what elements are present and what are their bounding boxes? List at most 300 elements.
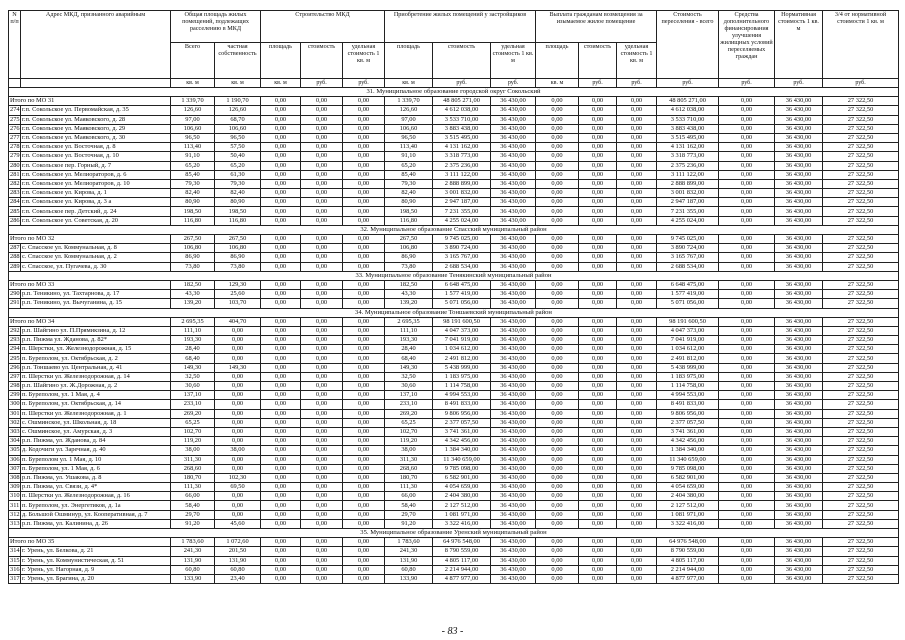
value-cell: 111,10 [171,326,215,335]
value-cell: 0,00 [301,262,343,271]
value-cell: 36 430,00 [775,400,823,409]
row-number: 302 [10,418,20,426]
row-number: 315 [10,556,20,564]
row-number: 316 [10,565,20,573]
value-cell: 0,00 [343,216,385,225]
value-cell: 0,00 [719,216,775,225]
value-cell: 0,00 [579,336,617,345]
value-cell: 36 430,00 [491,299,536,308]
value-cell: 9 806 956,00 [657,409,719,418]
header-pay-group: Выплата гражданам возмещения за изымаемое жилое помещение [536,11,657,43]
value-cell: 0,00 [579,483,617,492]
value-cell: 1 384 340,00 [657,446,719,455]
value-cell: 36 430,00 [491,170,536,179]
row-number: 304 [10,437,20,445]
value-cell: 27 322,50 [823,244,899,253]
value-cell: 0,00 [536,161,579,170]
value-cell: 25,60 [215,290,261,299]
value-cell: 0,00 [719,510,775,519]
value-cell: 180,70 [171,473,215,482]
value-cell: 1 034 612,00 [433,345,491,354]
value-cell: 0,00 [617,409,657,418]
value-cell: 27 322,50 [823,216,899,225]
table-row [9,391,899,400]
value-cell: 36 430,00 [775,556,823,565]
total-label: Итого по МО 35 [9,538,171,547]
value-cell: 0,00 [719,446,775,455]
value-cell: 36 430,00 [491,253,536,262]
value-cell: 27 322,50 [823,519,899,528]
value-cell: 0,00 [719,253,775,262]
value-cell: 0,00 [215,400,261,409]
value-cell: 0,00 [719,519,775,528]
value-cell: 241,30 [385,547,433,556]
value-cell: 0,00 [343,280,385,289]
value-cell: 60,80 [171,565,215,574]
value-cell: 0,00 [343,483,385,492]
value-cell: 0,00 [579,124,617,133]
value-cell: 36 430,00 [775,455,823,464]
value-cell: 1 034 612,00 [657,345,719,354]
value-cell: 36 430,00 [491,345,536,354]
value-cell: 0,00 [579,418,617,427]
value-cell: 4 805 117,00 [433,556,491,565]
value-cell: 0,00 [579,455,617,464]
value-cell: 0,00 [579,143,617,152]
value-cell: 0,00 [301,501,343,510]
value-cell: 0,00 [301,317,343,326]
value-cell: 0,00 [343,244,385,253]
value-cell: 36 430,00 [491,418,536,427]
value-cell: 0,00 [536,345,579,354]
value-cell: 0,00 [261,391,301,400]
value-cell: 4 054 659,00 [657,483,719,492]
value-cell: 0,00 [536,382,579,391]
value-cell: 36 430,00 [491,483,536,492]
value-cell: 0,00 [617,538,657,547]
value-cell: 1 081 971,00 [657,510,719,519]
value-cell: 269,20 [385,409,433,418]
row-number: 303 [10,428,20,436]
unit-cell: кв. м [536,79,579,88]
value-cell: 0,00 [617,317,657,326]
address-cell: г. Урень, ул. Нагорная, д. 9 [21,565,171,574]
value-cell: 36 430,00 [775,354,823,363]
value-cell: 0,00 [261,115,301,124]
value-cell: 3 515 495,00 [433,133,491,142]
value-cell: 86,90 [385,253,433,262]
table-row [9,198,899,207]
value-cell: 2 404 380,00 [433,492,491,501]
value-cell: 0,00 [536,216,579,225]
value-cell: 7 231 355,00 [657,207,719,216]
value-cell: 36 430,00 [775,280,823,289]
value-cell: 233,10 [385,400,433,409]
value-cell: 0,00 [301,299,343,308]
header-extra-funds: Средства дополнительного финансирования улучшения жилищных условий переселяемых граждан [719,11,775,79]
value-cell: 0,00 [719,565,775,574]
value-cell: 27 322,50 [823,464,899,473]
value-cell: 38,00 [215,446,261,455]
unit-cell: кв. м [385,79,433,88]
value-cell: 58,40 [171,501,215,510]
value-cell: 4 994 553,00 [657,391,719,400]
value-cell: 27 322,50 [823,538,899,547]
row-number: 313 [10,519,20,527]
value-cell: 3 001 832,00 [433,189,491,198]
header-build-unit-cost: удельная стоимость 1 кв. м [343,43,385,79]
value-cell: 3 318 773,00 [657,152,719,161]
value-cell: 29,70 [385,510,433,519]
value-cell: 27 322,50 [823,565,899,574]
value-cell: 60,80 [385,565,433,574]
value-cell: 241,30 [171,547,215,556]
value-cell: 86,90 [215,253,261,262]
value-cell: 0,00 [301,483,343,492]
value-cell: 0,00 [261,299,301,308]
value-cell: 36 430,00 [775,519,823,528]
address-cell: д. Кодочиги ул. Заречная, д. 40 [21,446,171,455]
value-cell: 0,00 [719,115,775,124]
header-build-group: Строительство МКД [261,11,385,43]
address-cell: г.п. Сокольское ул. Советская, д. 20 [21,216,171,225]
value-cell: 0,00 [579,464,617,473]
value-cell: 0,00 [261,409,301,418]
value-cell: 27 322,50 [823,556,899,565]
table-row [9,473,899,482]
value-cell: 36 430,00 [775,198,823,207]
value-cell: 4 047 373,00 [433,326,491,335]
value-cell: 106,60 [215,124,261,133]
value-cell: 0,00 [617,97,657,106]
value-cell: 0,00 [215,501,261,510]
value-cell: 0,00 [343,464,385,473]
value-cell: 36 430,00 [491,574,536,583]
value-cell: 4 255 024,00 [433,216,491,225]
value-cell: 3 741 361,00 [657,427,719,436]
table-row [9,556,899,565]
unit-cell: руб. [617,79,657,88]
value-cell: 0,00 [579,152,617,161]
value-cell: 0,00 [617,106,657,115]
total-label: Итого по МО 31 [9,97,171,106]
value-cell: 0,00 [719,97,775,106]
value-cell: 0,00 [719,336,775,345]
unit-cell: руб. [657,79,719,88]
address-cell: п. Буреполом, ул. 1 Мая, д. 6 [21,464,171,473]
value-cell: 98 191 600,50 [657,317,719,326]
row-number: 285 [10,207,20,215]
value-cell: 23,40 [215,574,261,583]
value-cell: 0,00 [301,235,343,244]
value-cell: 0,00 [617,391,657,400]
value-cell: 36 430,00 [775,262,823,271]
value-cell: 11 340 659,00 [433,455,491,464]
value-cell: 0,00 [536,556,579,565]
value-cell: 36 430,00 [491,446,536,455]
value-cell: 58,40 [385,501,433,510]
value-cell: 0,00 [579,519,617,528]
value-cell: 2 375 236,00 [433,161,491,170]
value-cell: 0,00 [536,115,579,124]
value-cell: 0,00 [343,363,385,372]
value-cell: 0,00 [617,418,657,427]
address-cell: с. Спасское ул. Коммунальная, д. 2 [21,253,171,262]
value-cell: 1 114 758,00 [433,382,491,391]
value-cell: 3 515 495,00 [657,133,719,142]
value-cell: 36 430,00 [491,391,536,400]
value-cell: 4 131 162,00 [433,143,491,152]
value-cell: 0,00 [579,216,617,225]
value-cell: 0,00 [536,317,579,326]
value-cell: 0,00 [215,427,261,436]
value-cell: 198,50 [215,207,261,216]
row-number: 282 [10,179,20,187]
section-row [9,271,899,280]
value-cell: 36 430,00 [775,290,823,299]
value-cell: 0,00 [343,124,385,133]
value-cell: 233,10 [171,400,215,409]
value-cell: 0,00 [617,400,657,409]
table-row [9,427,899,436]
value-cell: 0,00 [261,170,301,179]
address-cell: р.п. Пижма, ул. Ушакова, д. 8 [21,473,171,482]
value-cell: 106,60 [385,124,433,133]
value-cell: 0,00 [301,565,343,574]
value-cell: 0,00 [343,501,385,510]
value-cell: 5 438 999,00 [433,363,491,372]
row-number: 286 [10,216,20,224]
value-cell: 36 430,00 [491,409,536,418]
value-cell: 0,00 [536,336,579,345]
value-cell: 27 322,50 [823,106,899,115]
value-cell: 27 322,50 [823,170,899,179]
value-cell: 97,00 [171,115,215,124]
value-cell: 0,00 [719,189,775,198]
value-cell: 106,80 [171,244,215,253]
value-cell: 3 111 122,00 [433,170,491,179]
units-row [9,79,899,88]
value-cell: 0,00 [617,574,657,583]
address-cell: р.п. Тоншаево ул. Центральная, д. 41 [21,363,171,372]
value-cell: 0,00 [261,336,301,345]
value-cell: 0,00 [343,143,385,152]
unit-cell [9,79,21,88]
address-cell: г.п. Сокольское ул. Восточная, д. 8 [21,143,171,152]
value-cell: 1 384 340,00 [433,446,491,455]
value-cell: 0,00 [719,299,775,308]
value-cell: 27 322,50 [823,354,899,363]
value-cell: 27 322,50 [823,501,899,510]
value-cell: 2 688 534,00 [657,262,719,271]
value-cell: 0,00 [579,253,617,262]
value-cell: 3 890 724,00 [433,244,491,253]
value-cell: 0,00 [261,253,301,262]
value-cell: 0,00 [617,115,657,124]
row-number: 288 [10,253,20,261]
value-cell: 0,00 [719,124,775,133]
row-number: 284 [10,198,20,206]
value-cell: 0,00 [261,198,301,207]
value-cell: 0,00 [536,446,579,455]
value-cell: 0,00 [215,492,261,501]
value-cell: 0,00 [215,418,261,427]
value-cell: 27 322,50 [823,345,899,354]
value-cell: 0,00 [617,299,657,308]
value-cell: 36 430,00 [775,345,823,354]
value-cell: 1 183 975,00 [433,372,491,381]
value-cell: 0,00 [617,133,657,142]
value-cell: 36 430,00 [491,336,536,345]
value-cell: 27 322,50 [823,299,899,308]
value-cell: 36 430,00 [775,124,823,133]
value-cell: 0,00 [579,280,617,289]
value-cell: 82,40 [385,189,433,198]
value-cell: 311,30 [385,455,433,464]
value-cell: 36 430,00 [775,464,823,473]
value-cell: 0,00 [617,492,657,501]
section-row [9,308,899,317]
value-cell: 0,00 [343,418,385,427]
header-pay-area: площадь [536,43,579,79]
value-cell: 0,00 [343,519,385,528]
header-buy-area: площадь [385,43,433,79]
value-cell: 0,00 [579,565,617,574]
value-cell: 0,00 [215,510,261,519]
value-cell: 6 648 475,00 [433,280,491,289]
value-cell: 0,00 [617,189,657,198]
value-cell: 0,00 [301,464,343,473]
value-cell: 45,60 [215,519,261,528]
table-row [9,400,899,409]
value-cell: 0,00 [536,299,579,308]
value-cell: 61,30 [215,170,261,179]
header-buy-unit-cost: удельная стоимость 1 кв. м [491,43,536,79]
value-cell: 4 342 456,00 [433,437,491,446]
value-cell: 68,40 [385,354,433,363]
section-title: 33. Муниципальное образование Тенякинский муниципальный район [9,271,899,280]
value-cell: 38,00 [385,446,433,455]
value-cell: 2 377 057,50 [657,418,719,427]
value-cell: 36 430,00 [775,409,823,418]
value-cell: 27 322,50 [823,418,899,427]
value-cell: 0,00 [261,519,301,528]
value-cell: 27 322,50 [823,262,899,271]
value-cell: 0,00 [301,547,343,556]
value-cell: 0,00 [343,189,385,198]
value-cell: 3 322 416,00 [657,519,719,528]
value-cell: 0,00 [343,455,385,464]
value-cell: 0,00 [301,538,343,547]
value-cell: 79,30 [385,179,433,188]
value-cell: 0,00 [343,133,385,142]
value-cell: 106,80 [385,244,433,253]
value-cell: 3 001 832,00 [657,189,719,198]
value-cell: 27 322,50 [823,492,899,501]
value-cell: 0,00 [301,446,343,455]
row-number: 317 [10,575,20,583]
value-cell: 201,50 [215,547,261,556]
value-cell: 0,00 [617,336,657,345]
value-cell: 36 430,00 [775,446,823,455]
total-row [9,235,899,244]
value-cell: 0,00 [579,382,617,391]
value-cell: 0,00 [536,198,579,207]
value-cell: 27 322,50 [823,133,899,142]
table-row [9,179,899,188]
address-cell: г.п. Сокольское ул. Маяковского, д. 30 [21,133,171,142]
header-private: частная собственность [215,43,261,79]
row-number: 281 [10,170,20,178]
value-cell: 0,00 [301,198,343,207]
value-cell: 64 976 548,00 [657,538,719,547]
value-cell: 0,00 [301,97,343,106]
value-cell: 0,00 [261,418,301,427]
value-cell: 0,00 [343,299,385,308]
value-cell: 0,00 [579,326,617,335]
value-cell: 0,00 [536,280,579,289]
total-row [9,317,899,326]
address-cell: г.п. Сокольское ул. Кирова, д. 1 [21,189,171,198]
value-cell: 0,00 [617,547,657,556]
value-cell: 0,00 [343,565,385,574]
value-cell: 1 114 758,00 [657,382,719,391]
address-cell: р.п. Шайгино ул. П.Прямикзина, д. 12 [21,326,171,335]
value-cell: 0,00 [343,556,385,565]
table-row [9,262,899,271]
table-row [9,299,899,308]
table-row [9,483,899,492]
value-cell: 0,00 [301,492,343,501]
value-cell: 96,50 [171,133,215,142]
table-row [9,382,899,391]
value-cell: 0,00 [579,437,617,446]
value-cell: 85,40 [385,170,433,179]
value-cell: 36 430,00 [491,565,536,574]
value-cell: 3 883 438,00 [433,124,491,133]
address-cell: р.п. Теникино, ул. Вычуганина, д. 15 [21,299,171,308]
value-cell: 0,00 [301,354,343,363]
row-number: 300 [10,400,20,408]
value-cell: 0,00 [536,437,579,446]
value-cell: 103,70 [215,299,261,308]
unit-cell: руб. [775,79,823,88]
value-cell: 0,00 [719,418,775,427]
value-cell: 0,00 [719,106,775,115]
value-cell: 193,30 [171,336,215,345]
value-cell: 0,00 [215,391,261,400]
value-cell: 0,00 [536,143,579,152]
value-cell: 64 976 548,00 [433,538,491,547]
value-cell: 0,00 [719,363,775,372]
resettlement-table [8,10,899,584]
value-cell: 0,00 [536,400,579,409]
value-cell: 0,00 [301,179,343,188]
row-number: 305 [10,446,20,454]
address-cell: с. Спасское, ул. Пугачева, д. 30 [21,262,171,271]
value-cell: 0,00 [536,574,579,583]
header-resettle-cost: Стоимость переселения - всего [657,11,719,79]
value-cell: 36 430,00 [775,538,823,547]
value-cell: 0,00 [536,170,579,179]
value-cell: 119,20 [385,437,433,446]
value-cell: 27 322,50 [823,326,899,335]
value-cell: 0,00 [215,437,261,446]
value-cell: 0,00 [719,133,775,142]
value-cell: 3 165 767,00 [433,253,491,262]
value-cell: 96,50 [215,133,261,142]
value-cell: 96,50 [385,133,433,142]
